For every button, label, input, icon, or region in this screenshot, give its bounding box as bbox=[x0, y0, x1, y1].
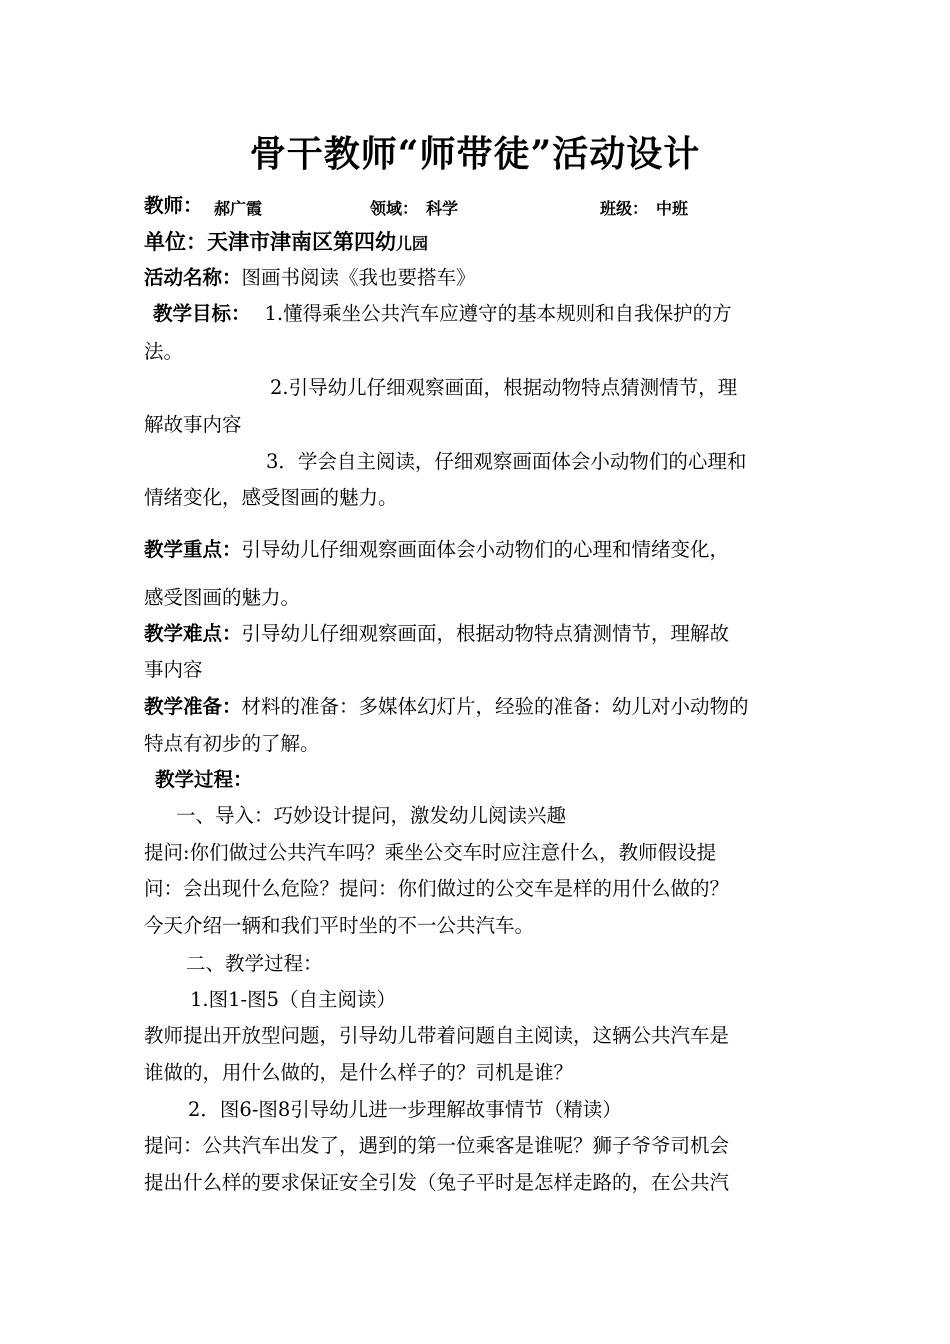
document-title: 骨干教师“师带徒”活动设计 bbox=[249, 133, 701, 175]
prep-line-a bbox=[144, 694, 814, 720]
part-2-line-b: 提出什么样的要求保证安全引发（兔子平时是怎样走路的，在公共汽 bbox=[144, 1171, 730, 1194]
difficulty-label: 教学难点： bbox=[144, 622, 242, 645]
goals-label: 教学目标： bbox=[153, 302, 251, 325]
domain-label: 领域： bbox=[370, 199, 419, 218]
teacher-label: 教师： bbox=[144, 194, 203, 217]
activity-value: 图画书阅读《我也要搭车》 bbox=[241, 266, 476, 289]
activity-line bbox=[144, 265, 814, 291]
unit-label: 单位： bbox=[144, 229, 207, 254]
difficulty-line-a bbox=[144, 621, 814, 647]
unit-suffix: 儿园 bbox=[396, 234, 429, 253]
process-label: 教学过程： bbox=[155, 768, 253, 791]
section-1-line-a: 提问:你们做过公共汽车吗？乘坐公交车时应注意什么，教师假设提 bbox=[144, 841, 717, 864]
goal-3b: 情绪变化，感受图画的魅力。 bbox=[144, 486, 398, 509]
goal-2b: 解故事内容 bbox=[144, 413, 242, 436]
unit-line bbox=[144, 229, 814, 257]
part-1-line-a: 教师提出开放型问题，引导幼儿带着问题自主阅读，这辆公共汽车是 bbox=[144, 1024, 730, 1047]
teacher-name: 郝广霞 bbox=[214, 199, 263, 218]
key-label: 教学重点： bbox=[144, 538, 242, 561]
goal-2a: 2.引导幼儿仔细观察画面，根据动物特点猜测情节，理 bbox=[270, 376, 738, 399]
unit-value: 天津市津南区第四幼 bbox=[207, 229, 396, 254]
activity-label: 活动名称： bbox=[144, 266, 242, 289]
prep-text: 材料的准备：多媒体幻灯片，经验的准备：幼儿对小动物的 bbox=[241, 695, 749, 718]
key-text: 引导幼儿仔细观察画面体会小动物们的心理和情绪变化， bbox=[241, 538, 730, 561]
prep-label: 教学准备： bbox=[144, 695, 242, 718]
goal-3a: 3．学会自主阅读，仔细观察画面体会小动物们的心理和 bbox=[266, 450, 747, 473]
part-2-heading: 2．图6-图8引导幼儿进一步理解故事情节（精读） bbox=[188, 1098, 622, 1121]
class-value: 中班 bbox=[656, 199, 689, 218]
class-label: 班级： bbox=[600, 199, 649, 218]
section-1-heading: 一、导入：巧妙设计提问，激发幼儿阅读兴趣 bbox=[176, 804, 567, 827]
info-line bbox=[144, 193, 814, 219]
part-1-heading: 1.图1-图5（自主阅读） bbox=[190, 988, 397, 1011]
section-1-line-b: 问：会出现什么危险？提问：你们做过的公交车是样的用什么做的？ bbox=[144, 877, 730, 900]
difficulty-line-b: 事内容 bbox=[144, 658, 203, 681]
part-1-line-b: 谁做的，用什么做的，是什么样子的？司机是谁？ bbox=[144, 1061, 574, 1084]
goal-1b: 法。 bbox=[144, 340, 184, 363]
prep-line-b: 特点有初步的了解。 bbox=[144, 732, 320, 755]
section-2-heading: 二、教学过程： bbox=[186, 952, 323, 975]
difficulty-text: 引导幼儿仔细观察画面，根据动物特点猜测情节，理解故 bbox=[241, 622, 730, 645]
goal-1-text: 1.懂得乘坐公共汽车应遵守的基本规则和自我保护的方 bbox=[264, 302, 732, 325]
goal-1a bbox=[153, 301, 823, 327]
key-line-a bbox=[144, 537, 814, 563]
key-line-b: 感受图画的魅力。 bbox=[144, 586, 301, 609]
part-2-line-a: 提问：公共汽车出发了，遇到的第一位乘客是谁呢？狮子爷爷司机会 bbox=[144, 1134, 730, 1157]
section-1-line-c: 今天介绍一辆和我们平时坐的不一公共汽车。 bbox=[144, 914, 535, 937]
domain-value: 科学 bbox=[426, 199, 459, 218]
